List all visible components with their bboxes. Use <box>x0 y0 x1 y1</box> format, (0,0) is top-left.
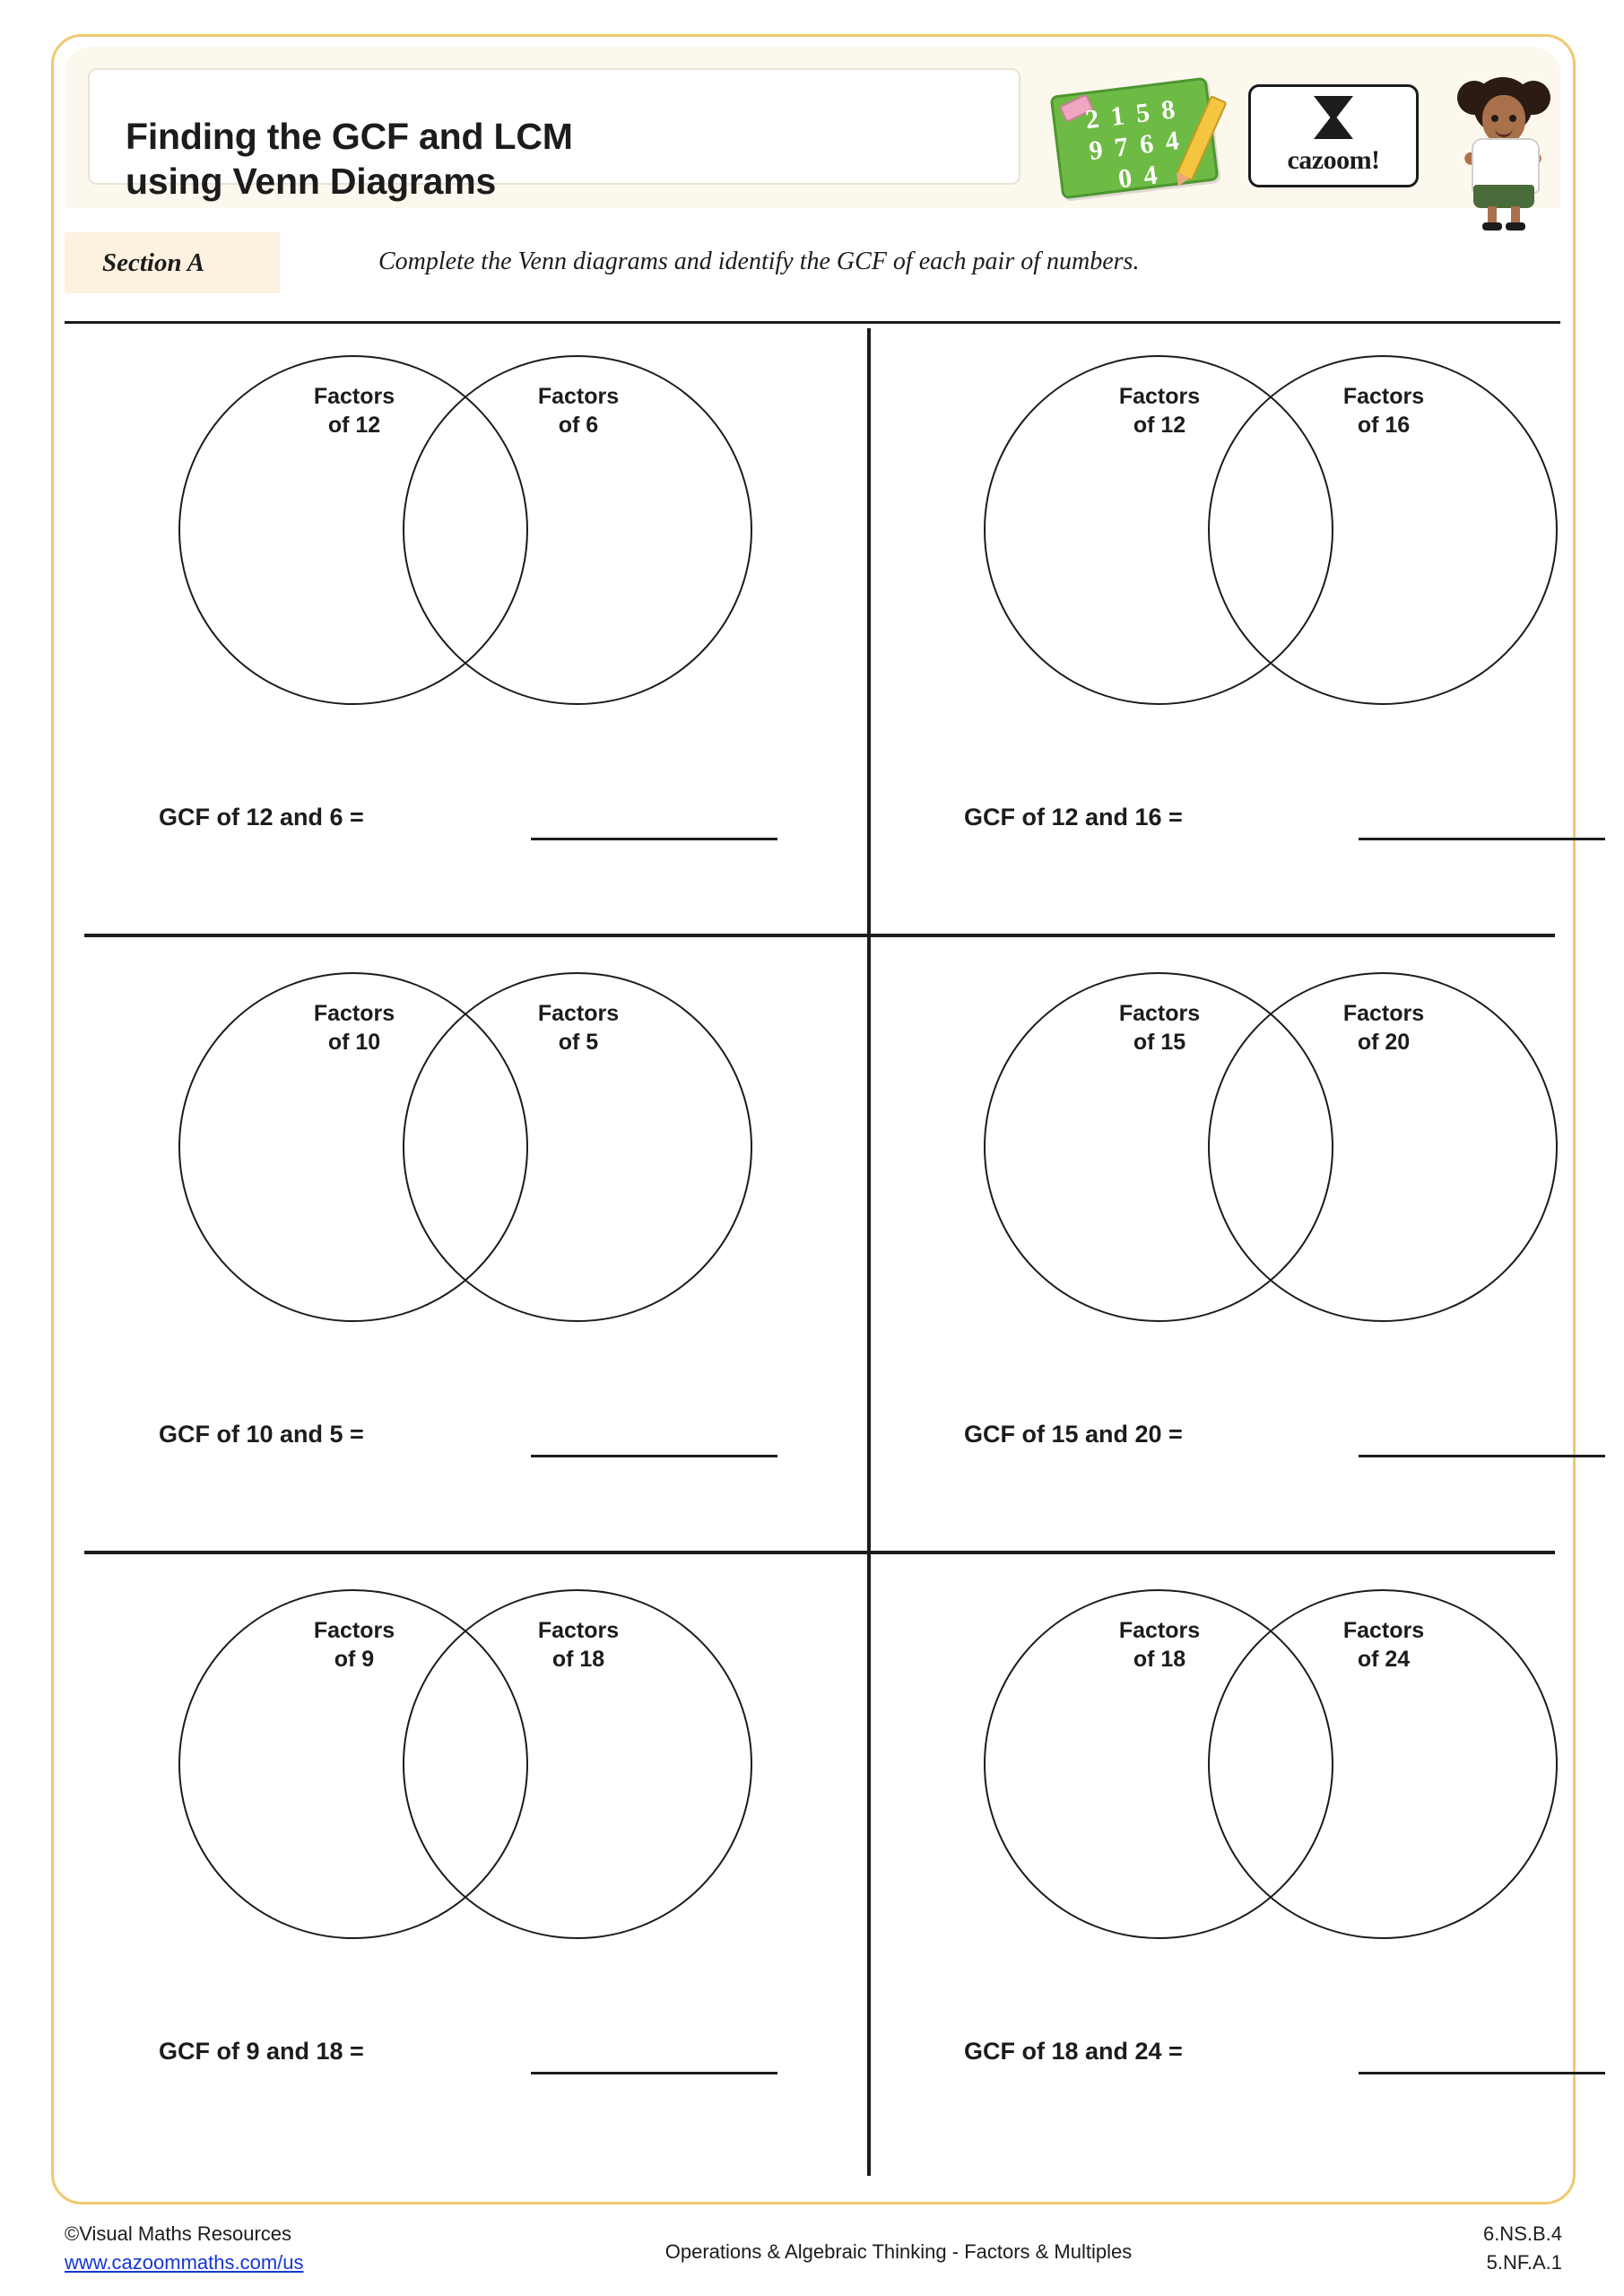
venn-label-left-line-1: Factors <box>313 1001 395 1026</box>
footer-standard-2: 5.NF.A.1 <box>1486 2250 1562 2274</box>
exercise-item <box>888 1562 1624 2172</box>
answer-label: GCF of 9 and 18 = <box>159 2038 364 2065</box>
cazoom-hourglass-icon <box>1314 96 1353 139</box>
exercise-item <box>83 1562 827 2172</box>
student-mascot-illustration <box>1450 72 1558 233</box>
exercise-item <box>888 945 1624 1555</box>
venn-label-left-line-1: Factors <box>1118 1618 1201 1643</box>
venn-label-right-line-1: Factors <box>1342 1618 1425 1643</box>
venn-label-left-line-1: Factors <box>313 384 395 409</box>
section-label: Section A <box>102 248 205 277</box>
venn-label-right-line-1: Factors <box>537 384 620 409</box>
venn-label-left <box>256 1616 453 1674</box>
worksheet-header <box>65 47 1560 208</box>
footer-website-link[interactable]: www.cazoommaths.com/us <box>65 2250 304 2274</box>
footer-left <box>65 2220 304 2277</box>
venn-label-left-line-1: Factors <box>313 1618 395 1643</box>
section-instruction: Complete the Venn diagrams and identify the GCF of each pair of numbers. <box>378 248 1140 275</box>
venn-label-left-line-2: of 12 <box>1133 413 1186 438</box>
venn-diagram <box>159 344 769 766</box>
venn-label-right-line-2: of 18 <box>551 1647 605 1672</box>
venn-diagram <box>964 961 1574 1383</box>
answer-row <box>159 1412 786 1474</box>
venn-label-right-line-1: Factors <box>537 1001 620 1026</box>
venn-label-right-line-2: of 6 <box>558 413 599 438</box>
venn-label-left <box>1061 382 1258 439</box>
mascot-eye-left <box>1491 115 1498 122</box>
answer-row <box>159 2029 786 2092</box>
venn-label-left-line-2: of 18 <box>1133 1647 1186 1672</box>
venn-label-right-line-2: of 16 <box>1357 413 1411 438</box>
answer-blank[interactable] <box>1359 2072 1605 2074</box>
answer-blank[interactable] <box>531 838 777 840</box>
venn-label-right-line-2: of 5 <box>558 1030 599 1055</box>
venn-diagram <box>964 344 1574 766</box>
venn-diagram <box>159 1578 769 2000</box>
answer-label: GCF of 18 and 24 = <box>964 2038 1183 2065</box>
venn-label-right-line-1: Factors <box>1342 384 1425 409</box>
section-chip <box>65 232 280 293</box>
answer-label: GCF of 10 and 5 = <box>159 1421 364 1448</box>
exercise-item <box>83 328 827 938</box>
venn-label-left <box>256 382 453 439</box>
answer-blank[interactable] <box>1359 838 1605 840</box>
answer-label: GCF of 12 and 6 = <box>159 804 364 831</box>
exercise-item <box>83 945 827 1555</box>
mascot-eye-right <box>1509 115 1516 122</box>
page-title-line-1: Finding the GCF and LCM <box>126 116 573 157</box>
answer-row <box>964 795 1592 857</box>
exercise-item <box>888 328 1624 938</box>
answer-blank[interactable] <box>1359 1455 1605 1457</box>
page-title <box>126 114 933 204</box>
answer-label: GCF of 15 and 20 = <box>964 1421 1183 1448</box>
notepad-digits-line-2: 9 7 6 4 <box>1087 125 1184 166</box>
notepad-digits-line-1: 2 1 5 8 <box>1083 94 1180 135</box>
venn-label-right <box>1285 1616 1482 1674</box>
notepad-digits-line-3: 0 4 <box>1116 159 1162 194</box>
venn-label-right-line-1: Factors <box>537 1618 620 1643</box>
answer-blank[interactable] <box>531 1455 777 1457</box>
venn-label-right <box>1285 999 1482 1057</box>
venn-label-left-line-2: of 10 <box>327 1030 381 1055</box>
mascot-skirt <box>1473 185 1534 208</box>
venn-label-right-line-1: Factors <box>1342 1001 1425 1026</box>
venn-label-left-line-2: of 9 <box>334 1647 375 1672</box>
brand-logo-area <box>1042 79 1544 196</box>
venn-label-right <box>1285 382 1482 439</box>
venn-label-left <box>1061 999 1258 1057</box>
answer-blank[interactable] <box>531 2072 777 2074</box>
mascot-shoe-left <box>1482 222 1502 230</box>
venn-diagram <box>964 1578 1574 2000</box>
venn-label-left-line-2: of 12 <box>327 413 381 438</box>
venn-diagram <box>159 961 769 1383</box>
answer-row <box>964 2029 1592 2092</box>
grid-vertical-divider <box>867 328 871 2176</box>
venn-label-right <box>480 382 677 439</box>
footer-standard-1: 6.NS.B.4 <box>1482 2222 1562 2245</box>
worksheet-footer <box>65 2220 1571 2292</box>
venn-label-right <box>480 999 677 1057</box>
venn-label-right-line-2: of 24 <box>1357 1647 1411 1672</box>
answer-row <box>159 795 786 857</box>
footer-topic: Operations & Algebraic Thinking - Factors & Multiples <box>664 2240 1133 2263</box>
cazoom-wordmark: cazoom! <box>1287 145 1380 175</box>
answer-row <box>964 1412 1592 1474</box>
venn-label-right <box>480 1616 677 1674</box>
page-title-line-2: using Venn Diagrams <box>126 161 497 203</box>
cazoom-logo <box>1248 84 1419 187</box>
exercise-grid <box>65 321 1560 2196</box>
venn-label-left-line-1: Factors <box>1118 384 1201 409</box>
answer-label: GCF of 12 and 16 = <box>964 804 1183 831</box>
venn-label-left <box>256 999 453 1057</box>
venn-label-right-line-2: of 20 <box>1357 1030 1411 1055</box>
venn-label-left <box>1061 1616 1258 1674</box>
footer-copyright: ©Visual Maths Resources <box>65 2222 292 2245</box>
venn-label-left-line-2: of 15 <box>1133 1030 1186 1055</box>
section-bar <box>65 232 1560 293</box>
mascot-shoe-right <box>1506 222 1525 230</box>
venn-label-left-line-1: Factors <box>1118 1001 1201 1026</box>
footer-standards <box>1483 2220 1562 2277</box>
